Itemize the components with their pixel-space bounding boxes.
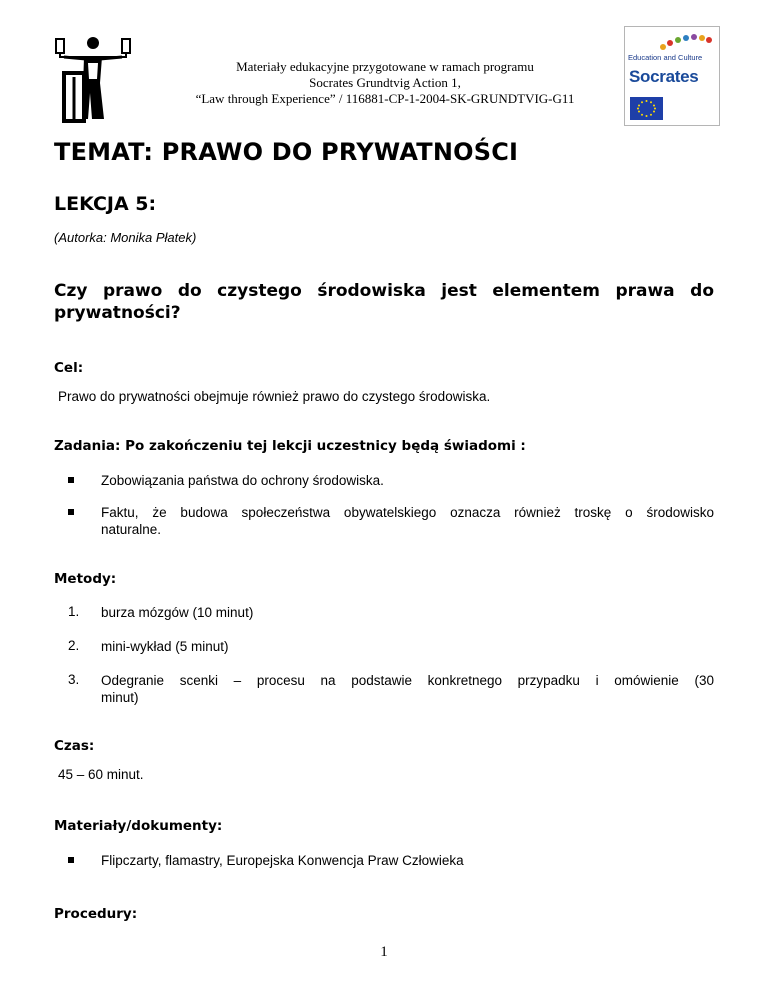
page-title: TEMAT: PRAWO DO PRYWATNOŚCI (54, 138, 519, 166)
task-item-2-line-2: naturalne. (101, 522, 162, 537)
colored-arc-icon (655, 31, 715, 53)
law-figure-logo (52, 33, 140, 123)
method-item-1: burza mózgów (10 minut) (101, 605, 254, 620)
time-text: 45 – 60 minut. (58, 767, 144, 782)
bullet-icon (68, 857, 74, 863)
method-item-3-line-2: minut) (101, 690, 139, 705)
header-line-3: “Law through Experience” / 116881-CP-1-2004-SK-GRUNDTVIG-G11 (195, 91, 575, 106)
time-heading: Czas: (54, 738, 95, 754)
task-item-2 (101, 504, 714, 538)
socrates-label: Socrates (629, 67, 699, 86)
method-number-1: 1. (68, 604, 80, 619)
header-line-1: Materiały edukacyjne przygotowane w ramach programu (236, 59, 534, 74)
method-item-3 (101, 672, 714, 706)
methods-heading: Metody: (54, 571, 117, 587)
task-item-1: Zobowiązania państwa do ochrony środowiska. (101, 473, 384, 488)
page-number: 1 (380, 944, 388, 960)
header-line-2: Socrates Grundtvig Action 1, (309, 75, 461, 90)
author-line: (Autorka: Monika Płatek) (54, 230, 197, 245)
socrates-logo (624, 26, 720, 126)
program-header (150, 59, 620, 107)
education-culture-label: Education and Culture (628, 53, 703, 62)
question-line-2: prywatności? (54, 303, 181, 323)
goal-heading: Cel: (54, 360, 84, 376)
procedures-heading: Procedury: (54, 906, 138, 922)
method-number-3: 3. (68, 672, 80, 687)
method-item-3-line-1: Odegranie scenki – procesu na podstawie konkretnego przypadku i omówienie (30 (101, 673, 714, 688)
eu-flag-icon (630, 97, 663, 120)
question-line-1: Czy prawo do czystego środowiska jest elementem prawa do (54, 281, 714, 301)
lesson-question (54, 280, 714, 324)
bullet-icon (68, 509, 74, 515)
tasks-heading: Zadania: Po zakończeniu tej lekcji uczestnicy będą świadomi : (54, 438, 526, 454)
method-number-2: 2. (68, 638, 80, 653)
materials-item-1: Flipczarty, flamastry, Europejska Konwencja Praw Człowieka (101, 853, 464, 868)
bullet-icon (68, 477, 74, 483)
goal-text: Prawo do prywatności obejmuje również prawo do czystego środowiska. (58, 389, 491, 404)
method-item-2: mini-wykład (5 minut) (101, 639, 229, 654)
materials-heading: Materiały/dokumenty: (54, 818, 223, 834)
task-item-2-line-1: Faktu, że budowa społeczeństwa obywatelskiego oznacza również troskę o środowisko (101, 505, 714, 520)
lesson-heading: LEKCJA 5: (54, 193, 157, 215)
